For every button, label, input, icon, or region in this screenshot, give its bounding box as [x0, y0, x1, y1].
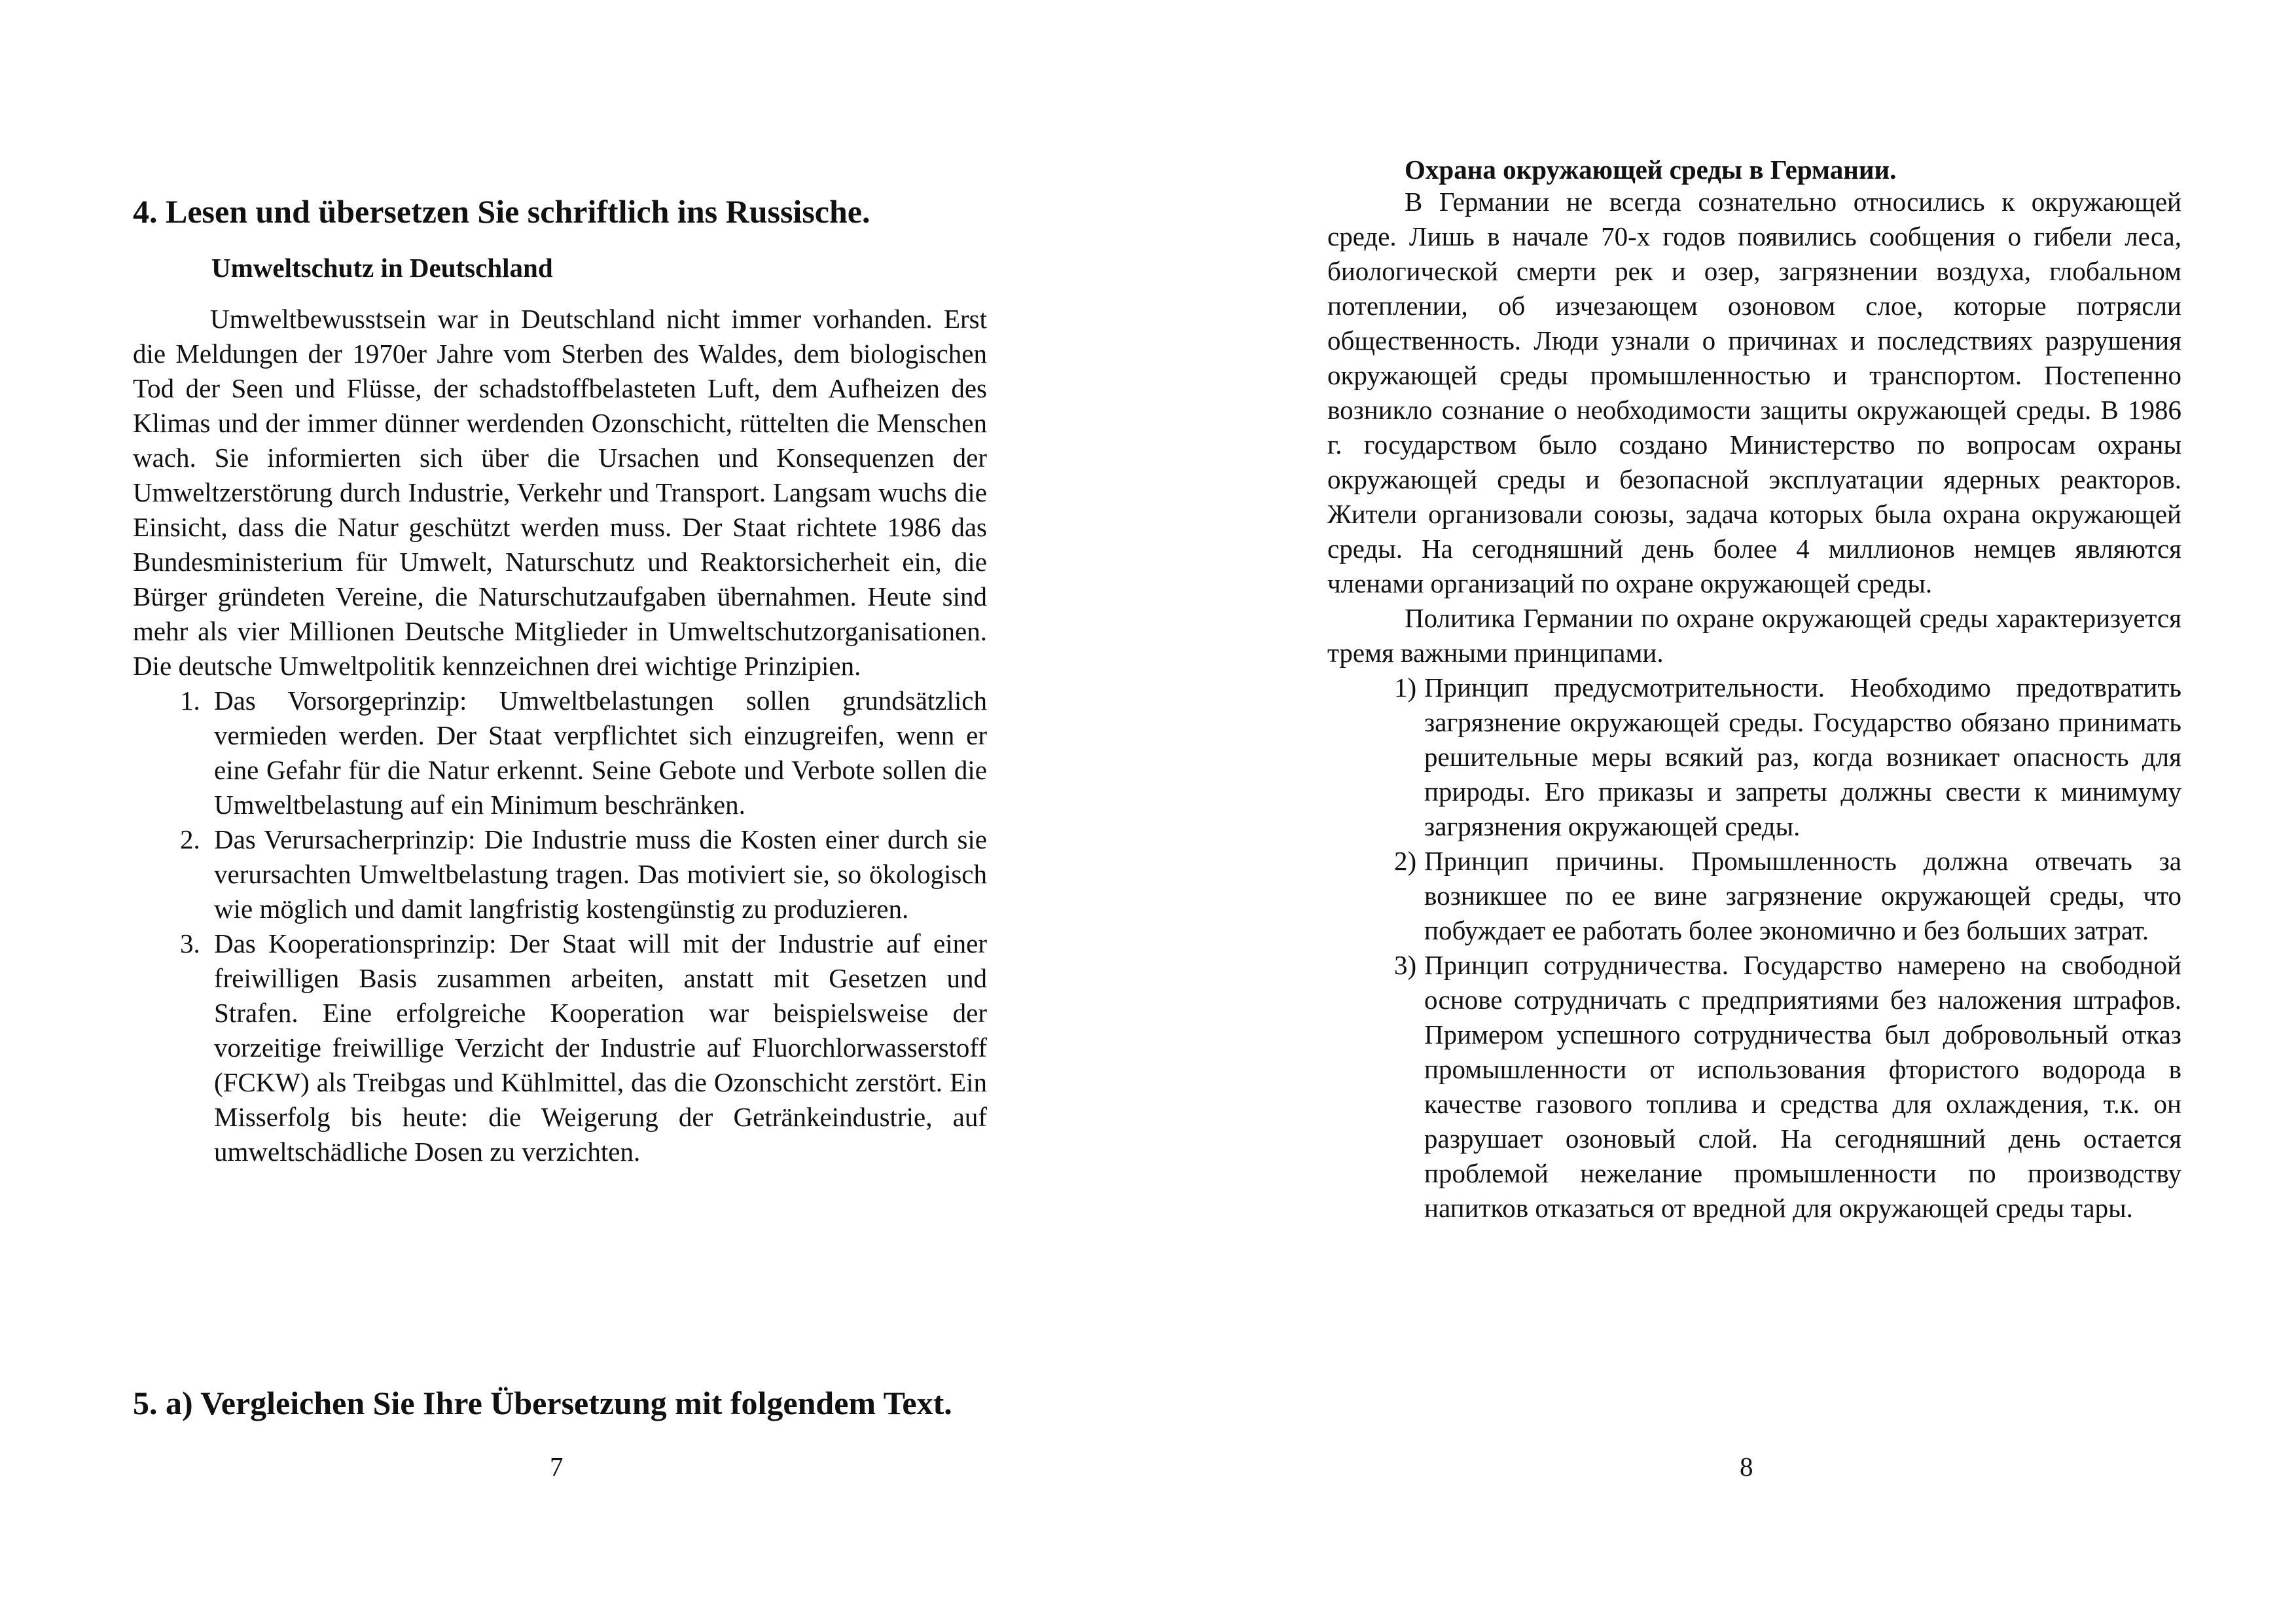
list-item-number: 3.: [180, 928, 200, 958]
list-item: [1327, 948, 2181, 1226]
list-item-text: Das Verursacherprinzip: Die Industrie muss die Kosten einer durch sie verursachten Umweltbelastung tragen. Das motiviert sie, so ökologisch wie möglich und damit langfristig kostengünstig zu produzieren.: [214, 824, 987, 924]
russian-text-title: Охрана окружающей среды в Германии.: [1405, 155, 1897, 185]
exercise-5-heading: 5. a) Vergleichen Sie Ihre Übersetzung mit folgendem Text.: [133, 1385, 952, 1421]
list-item-text: Das Kooperationsprinzip: Der Staat will mit der Industrie auf einer freiwilligen Basis zusammen arbeiten, anstatt mit Gesetzen und Strafen. Eine erfolgreiche Kooperation war beispielsweise der vorzeitige freiwillige Verzicht der Industrie auf Fluorchlorwasserstoff (FCKW) als Treibgas und Kühlmittel, das die Ozonschicht zerstört. Ein Misserfolg bis heute: die Weigerung der Getränkeindustrie, auf umweltschädliche Dosen zu verzichten.: [214, 928, 987, 1167]
german-text-title: Umweltschutz in Deutschland: [211, 253, 553, 283]
right-page: [1327, 0, 2181, 1623]
german-paragraph: Umweltbewusstsein war in Deutschland nicht immer vorhanden. Erst die Meldungen der 1970er Jahre vom Sterben des Waldes, dem biologischen Tod der Seen und Flüsse, der schadstoffbelasteten Luft, dem Aufheizen des Klimas und der immer dünner werdenden Ozonschicht, rüttelten die Menschen wach. Sie informierten sich über die Ursachen und Konsequenzen der Umweltzerstörung durch Industrie, Verkehr und Transport. Langsam wuchs die Einsicht, dass die Natur geschützt werden muss. Der Staat richtete 1986 das Bundesministerium für Umwelt, Naturschutz und Reaktorsicherheit ein, die Bürger gründeten Vereine, die Naturschutzaufgaben übernahmen. Heute sind mehr als vier Millionen Deutsche Mitglieder in Umweltschutzorganisationen. Die deutsche Umweltpolitik kennzeichnen drei wichtige Prinzipien.: [133, 304, 987, 681]
list-item-number: 3): [1394, 950, 1417, 980]
german-principles-list: [133, 684, 987, 1169]
list-item: [133, 822, 987, 926]
page-number: 7: [550, 1451, 564, 1482]
list-item-text: Принцип сотрудничества. Государство намерено на свободной основе сотрудничать с предприятиями без наложения штрафов. Примером успешного сотрудничества был добровольный отказ промышленности от использования фтористого водорода в качестве газового топлива и средства для охлаждения, т.к. он разрушает озоновый слой. На сегодняшний день остается проблемой нежелание промышленности по производству напитков отказаться от вредной для окружающей среды тары.: [1424, 950, 2181, 1223]
list-item-number: 2): [1394, 846, 1417, 876]
german-text-body: [133, 302, 987, 1169]
left-page: [133, 0, 987, 1623]
list-item-number: 2.: [180, 824, 200, 854]
list-item: [133, 684, 987, 822]
list-item: [1327, 670, 2181, 844]
list-item-text: Das Vorsorgeprinzip: Umweltbelastungen sollen grundsätzlich vermieden werden. Der Staat verpflichtet sich einzugreifen, wenn er eine Gefahr für die Natur erkennt. Seine Gebote und Verbote sollen die Umweltbelastung auf ein Minimum beschränken.: [214, 685, 987, 820]
exercise-4-heading: 4. Lesen und übersetzen Sie schriftlich ins Russische.: [133, 193, 870, 230]
list-item-text: Принцип предусмотрительности. Необходимо предотвратить загрязнение окружающей среды. Государство обязано принимать решительные меры всякий раз, когда возникает опасность для природы. Его приказы и запреты должны свести к минимуму загрязнения окружающей среды.: [1424, 672, 2181, 841]
list-item-number: 1): [1394, 672, 1417, 702]
list-item-number: 1.: [180, 685, 200, 716]
russian-paragraph-1: В Германии не всегда сознательно относились к окружающей среде. Лишь в начале 70-х годов появились сообщения о гибели леса, биологической смерти рек и озер, загрязнении воздуха, глобальном потеплении, об изчезающем озоновом слое, которые потрясли общественность. Люди узнали о причинах и последствиях разрушения окружающей среды промышленностью и транспортом. Постепенно возникло сознание о необходимости защиты окружающей среды. В 1986 г. государством было создано Министерство по вопросам охраны окружающей среды и безопасной эксплуатации ядерных реакторов. Жители организовали союзы, задача которых была охрана окружающей среды. На сегодняшний день более 4 миллионов немцев являются членами организаций по охране окружающей среды.: [1327, 187, 2181, 598]
list-item: [133, 926, 987, 1169]
list-item-text: Принцип причины. Промышленность должна отвечать за возникшее по ее вине загрязнение окружающей среды, что побуждает ее работать более экономично и без больших затрат.: [1424, 846, 2181, 945]
list-item: [1327, 844, 2181, 948]
russian-principles-list: [1327, 670, 2181, 1226]
russian-text-body: [1327, 185, 2181, 1226]
page-number: 8: [1740, 1451, 1753, 1482]
russian-paragraph-2: Политика Германии по охране окружающей среды характеризуется тремя важными принципами.: [1327, 603, 2181, 668]
